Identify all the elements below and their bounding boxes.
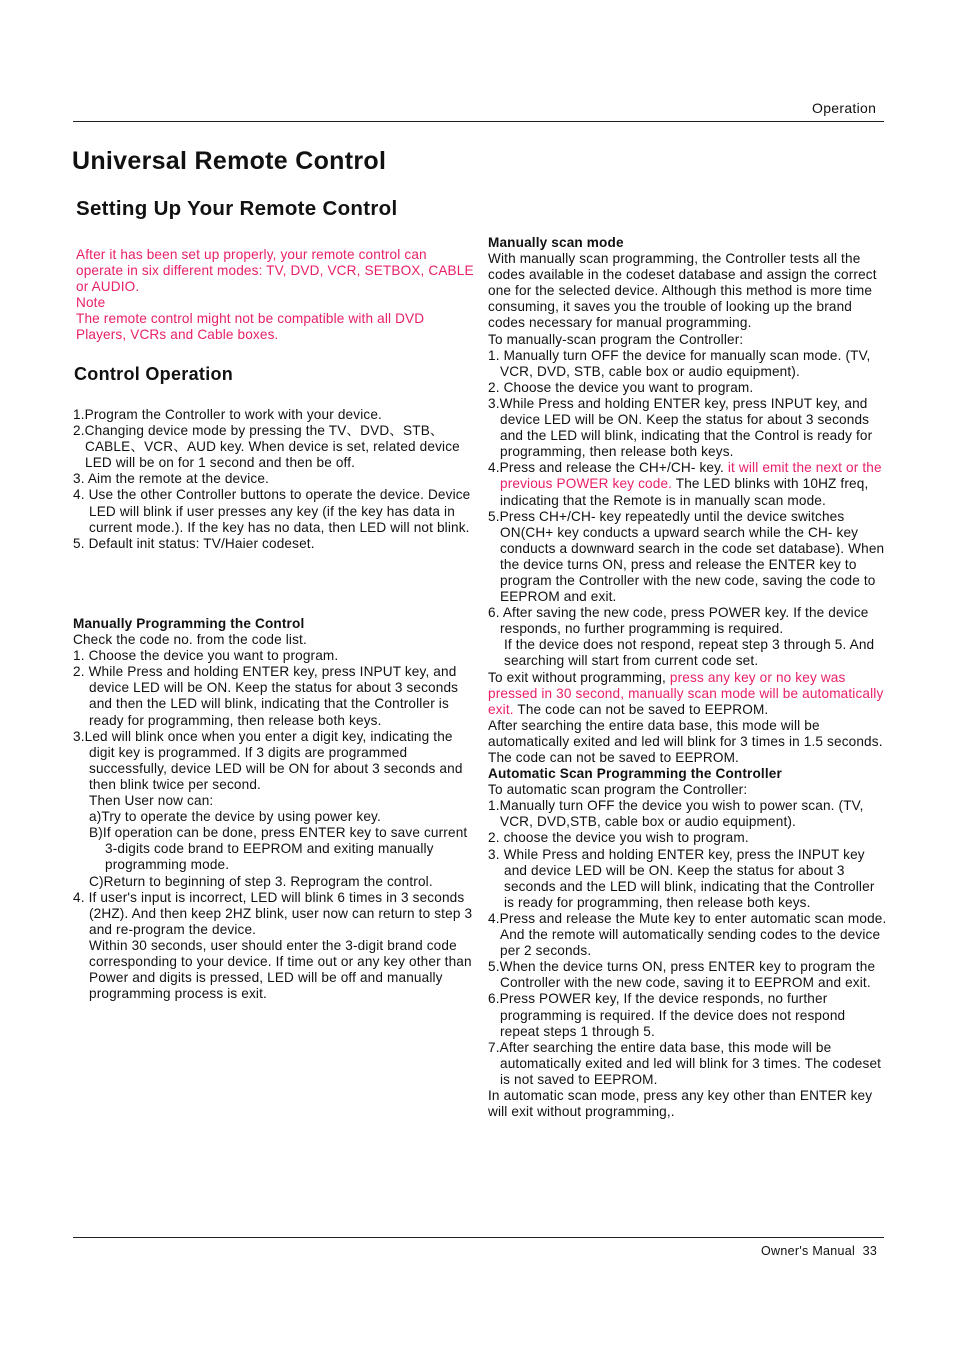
list-item: C)Return to beginning of step 3. Reprogram the control. <box>89 873 433 889</box>
list-item: 4.Press and release the Mute key to enter automatic scan mode. And the remote will automatically sending codes to the device per 2 seconds. <box>488 910 887 959</box>
exit-paragraph <box>488 670 888 718</box>
list-item: 1. Choose the device you want to program. <box>73 648 339 664</box>
list-item: 3. While Press and holding ENTER key, press the INPUT key and device LED will be ON. Keep the status for about 3 seconds and the LED will blink, indicating that the Controller is ready for programming, then release both keys. <box>488 846 875 910</box>
list-item: 5.When the device turns ON, press ENTER key to program the Controller with the new code, saving it to EEPROM and exit. <box>488 959 876 991</box>
list-item: B)If operation can be done, press ENTER key to save current 3-digits code brand to EEPROM and exiting manually programming mode. <box>89 825 468 873</box>
footer <box>761 1244 877 1258</box>
exit-text-end: The code can not be saved to EEPROM. <box>513 701 769 717</box>
list-item: 1. Manually turn OFF the device for manually scan mode. (TV, VCR, DVD, STB, cable box or audio equipment). <box>488 347 871 379</box>
manual-programming-lead: Check the code no. from the code list. <box>73 632 307 648</box>
list-item: 4. If user's input is incorrect, LED will blink 6 times in 3 seconds (2HZ). And then keep 2HZ blink, user now can return to step 3 and re-program the device. <box>73 889 473 937</box>
list-item: 6. After saving the new code, press POWER key. If the device responds, no further programming is required. <box>488 605 869 637</box>
exit-text: To exit without programming, <box>488 669 670 685</box>
list-item: 3.Led will blink once when you enter a digit key, indicating the digit key is programmed. If 3 digits are programmed successfully, device LED will be ON for about 3 seconds and then blink twice per second. <box>73 728 463 792</box>
after-paragraph: After searching the entire data base, this mode will be automatically exited and led will blink for 3 times in 1.5 seconds. The code can not be saved to EEPROM. <box>488 717 883 765</box>
list-item: a)Try to operate the device by using power key. <box>89 809 381 825</box>
step4-text-end: The LED blinks with 10HZ freq, indicating that the Remote is in manually scan mode. <box>500 476 869 508</box>
note-label: Note <box>76 295 106 311</box>
right-column <box>488 235 888 1120</box>
footer-label: Owner's Manual <box>761 1244 856 1258</box>
auto-scan-heading: Automatic Scan Programming the Controller <box>488 766 782 782</box>
list-item: 3.While Press and holding ENTER key, press INPUT key, and device LED will be ON. Keep the status for about 3 seconds and the LED will blink, indicating that the Control is ready for programming, then release both keys. <box>488 395 873 460</box>
list-item: 1.Program the Controller to work with your device. <box>73 407 382 422</box>
list-item: 2. Choose the device you want to program. <box>488 379 754 395</box>
list-item: 5.Press CH+/CH- key repeatedly until the device switches ON(CH+ key conducts a upward search while the CH- key conducts a downward search in the code set database). When the device turns ON, press and release the ENTER key to program the Controller with the new code, saving the code to EEPROM and exit. <box>488 508 885 605</box>
manual-scan-lead2: To manually-scan program the Controller: <box>488 331 744 347</box>
list-item: If the device does not respond, repeat step 3 through 5. And searching will start from current code set. <box>504 637 875 669</box>
section-label: Operation <box>812 100 877 116</box>
list-item: Then User now can: <box>89 793 214 809</box>
manual-programming-heading: Manually Programming the Control <box>73 616 305 631</box>
auto-scan-lead: To automatic scan program the Controller: <box>488 782 748 798</box>
list-item: 2.Changing device mode by pressing the TV、DVD、STB、CABLE、VCR、AUD key. When device is set, related device LED will be on for 1 second and then be off. <box>73 423 460 471</box>
list-item <box>488 460 888 508</box>
page-title: Universal Remote Control <box>72 147 387 175</box>
list-item: 4. Use the other Controller buttons to operate the device. Device LED will blink if user presses any key (if the key has data in current mode.). If the key has no data, then LED will not blink. <box>73 487 471 535</box>
manual-programming-block <box>73 616 473 1002</box>
list-item: Within 30 seconds, user should enter the 3-digit brand code corresponding to your device. If time out or any key other than Power and digits is pressed, LED will be off and manually programming process is exit. <box>89 937 472 1002</box>
footer-rule <box>73 1237 884 1238</box>
intro-block <box>76 247 476 344</box>
list-item: 7.After searching the entire data base, this mode will be automatically exited and led will blink for 3 times. The codeset is not saved to EEPROM. <box>488 1039 882 1087</box>
header-rule <box>73 121 884 122</box>
list-item: 2. While Press and holding ENTER key, press INPUT key, and device LED will be ON. Keep the status for about 3 seconds and then the LED will blink, indicating that the Controller is ready for programming, then release both keys. <box>73 664 459 728</box>
manual-scan-heading: Manually scan mode <box>488 235 624 250</box>
list-item: 1.Manually turn OFF the device you wish to power scan. (TV, VCR, DVD,STB, cable box or audio equipment). <box>488 798 864 830</box>
list-item: 2. choose the device you wish to program. <box>488 830 749 846</box>
section-subtitle: Setting Up Your Remote Control <box>76 197 398 220</box>
list-item: 3. Aim the remote at the device. <box>73 471 269 487</box>
closing-paragraph: In automatic scan mode, press any key other than ENTER key will exit without programming,. <box>488 1087 873 1120</box>
intro-text: After it has been set up properly, your remote control can operate in six different modes: TV, DVD, VCR, SETBOX, CABLE or AUDIO. <box>76 247 474 295</box>
list-item: 5. Default init status: TV/Haier codeset. <box>73 535 315 551</box>
step4-text: 4.Press and release the CH+/CH- key. <box>488 460 728 476</box>
note-text: The remote control might not be compatible with all DVD Players, VCRs and Cable boxes. <box>76 311 425 343</box>
list-item: 6.Press POWER key, If the device responds, no further programming is required. If the device does not respond repeat steps 1 through 5. <box>488 991 846 1039</box>
manual-scan-lead: With manually scan programming, the Controller tests all the codes available in the codeset database and assign the correct one for the selected device. Although this method is more time consuming, it saves you the trouble of looking up the brand codes necessary for manual programming. <box>488 251 877 331</box>
exit-highlight: press any key or no key was pressed in 30 second, manually scan mode will be automatically exit. <box>488 669 884 717</box>
page-number: 33 <box>862 1244 878 1258</box>
control-operation-heading: Control Operation <box>74 364 234 384</box>
step4-highlight: it will emit the next or the previous POWER key code. <box>500 460 882 492</box>
control-operation-list <box>73 407 473 552</box>
